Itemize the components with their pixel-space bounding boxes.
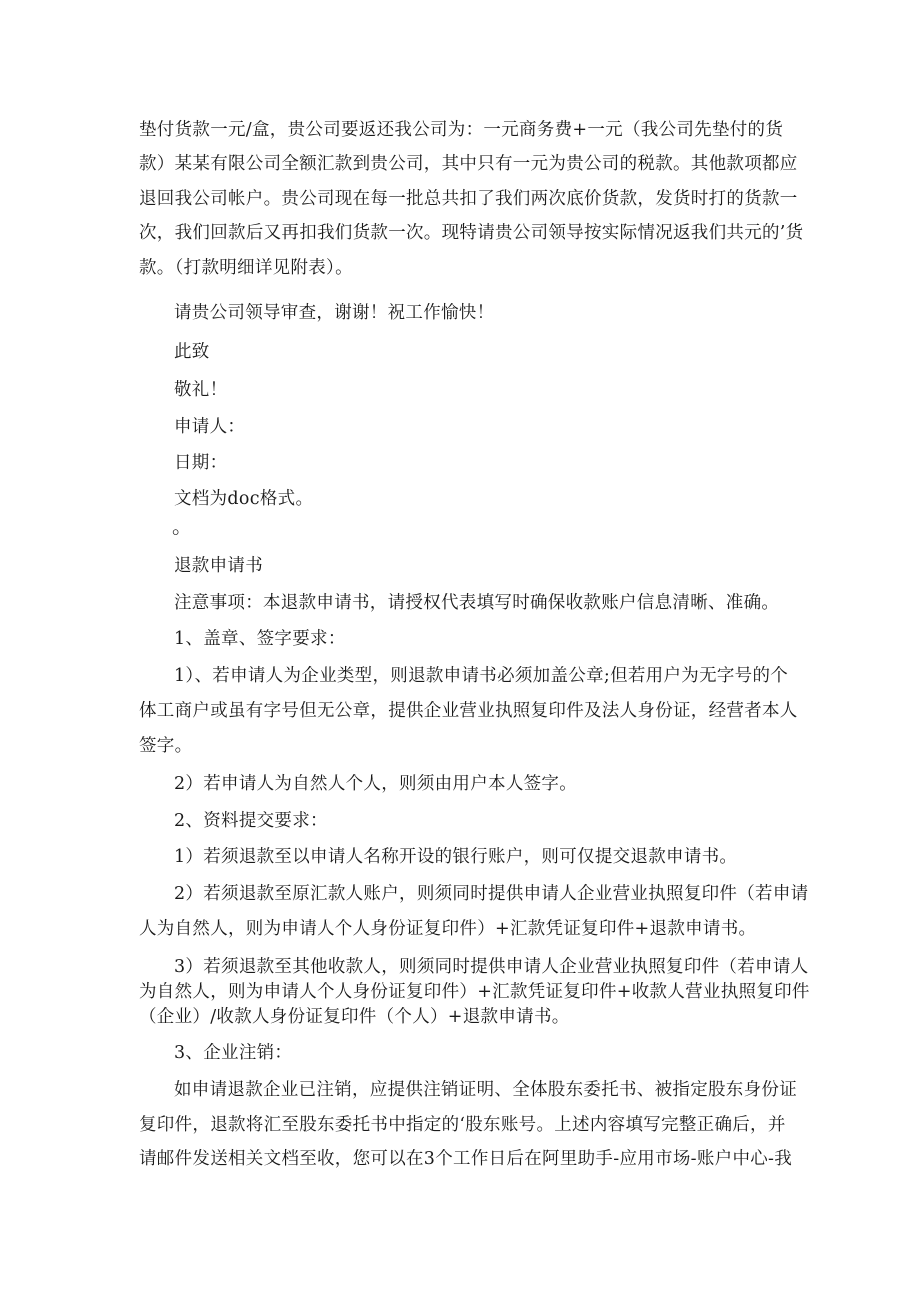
text-line: 复印件，退款将汇至股东委托书中指定的‘股东账号。上述内容填写完整正确后，并 bbox=[139, 1115, 786, 1135]
refund-title: 退款申请书 bbox=[174, 556, 263, 576]
text-line: （企业）/收款人身份证复印件（个人）+退款申请书。 bbox=[139, 1007, 570, 1027]
section-heading: 1、盖章、签字要求： bbox=[174, 629, 346, 649]
text-line: 签字。 bbox=[139, 736, 193, 756]
date-line: 日期： bbox=[174, 453, 228, 473]
section-heading: 2、资料提交要求： bbox=[174, 811, 328, 831]
text-line: 次，我们回款后又再扣我们货款一次。现特请贵公司领导按实际情况返我们共元的’货 bbox=[139, 223, 804, 243]
text-line: 人为自然人，则为申请人个人身份证复印件）+汇款凭证复印件+退款申请书。 bbox=[139, 919, 757, 939]
text-line: 2）若申请人为自然人个人，则须由用户本人签字。 bbox=[174, 774, 578, 794]
text-line: 请邮件发送相关文档至收，您可以在3个工作日后在阿里助手-应用市场-账户中心-我 bbox=[139, 1149, 793, 1169]
format-note: 文档为doc格式。 bbox=[174, 489, 314, 509]
text-line: 1）、若申请人为企业类型，则退款申请书必须加盖公章;但若用户为无字号的个 bbox=[174, 666, 789, 686]
text-line: 如申请退款企业已注销，应提供注销证明、全体股东委托书、被指定股东身份证 bbox=[174, 1080, 797, 1100]
section-heading: 3、企业注销： bbox=[174, 1043, 293, 1063]
text-line: 体工商户或虽有字号但无公章，提供企业营业执照复印件及法人身份证，经营者本人 bbox=[139, 701, 798, 721]
cizhi-line: 此致 bbox=[174, 342, 210, 362]
stray-period: 。 bbox=[172, 514, 192, 538]
text-line: 款。（打款明细详见附表）。 bbox=[139, 258, 353, 278]
notice-line: 注意事项：本退款申请书，请授权代表填写时确保收款账户信息清晰、准确。 bbox=[174, 593, 780, 613]
text-line: 退回我公司帐户。贵公司现在每一批总共扣了我们两次底价货款，发货时打的货款一 bbox=[139, 189, 798, 209]
text-line: 1）若须退款至以申请人名称开设的银行账户，则可仅提交退款申请书。 bbox=[174, 847, 738, 867]
text-line: 为自然人，则为申请人个人身份证复印件）+汇款凭证复印件+收款人营业执照复印件 bbox=[139, 982, 810, 1002]
review-line: 请贵公司领导审查，谢谢！祝工作愉快！ bbox=[174, 303, 495, 323]
text-line: 3）若须退款至其他收款人，则须同时提供申请人企业营业执照复印件（若申请人 bbox=[174, 957, 809, 977]
text-line: 2）若须退款至原汇款人账户，则须同时提供申请人企业营业执照复印件（若申请 bbox=[174, 884, 809, 904]
jingli-line: 敬礼！ bbox=[174, 380, 228, 400]
text-line: 款）某某有限公司全额汇款到贵公司，其中只有一元为贵公司的税款。其他款项都应 bbox=[139, 154, 798, 174]
applicant-line: 申请人： bbox=[174, 417, 246, 437]
text-line: 垫付货款一元/盒，贵公司要返还我公司为：一元商务费+一元（我公司先垫付的货 bbox=[139, 120, 784, 140]
